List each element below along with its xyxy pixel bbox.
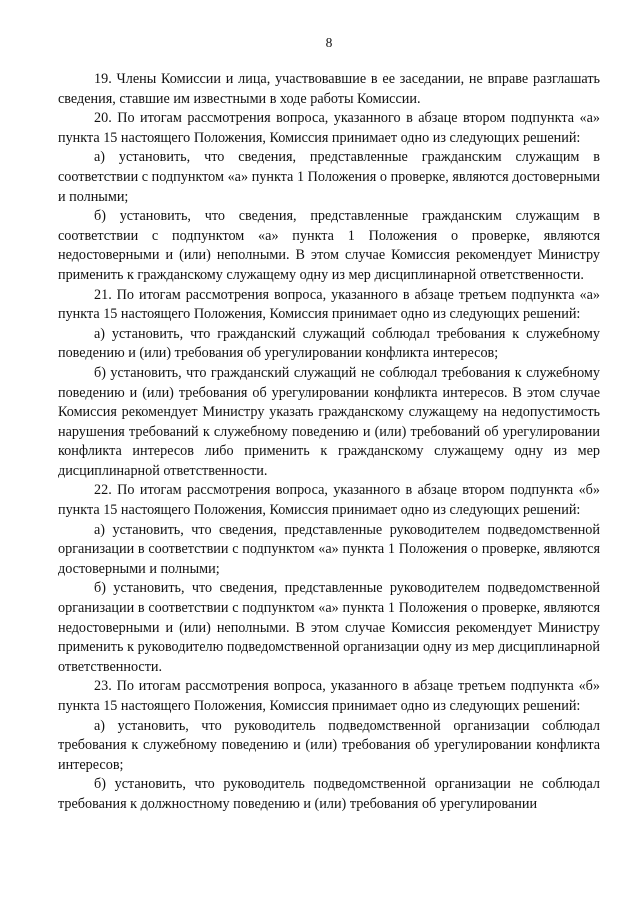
paragraph-23-a: а) установить, что руководитель подведомственной организации соблюдал требования к служебному поведению и (или) требования об урегулировании конфликта интересов; xyxy=(58,717,600,773)
paragraph-22: 22. По итогам рассмотрения вопроса, указанного в абзаце втором подпункта «б» пункта 15 настоящего Положения, Комиссия принимает одно из следующих решений: xyxy=(58,482,600,519)
paragraph-19: 19. Члены Комиссии и лица, участвовавшие в ее заседании, не вправе разглашать сведения, ставшие им известными в ходе работы Комиссии. xyxy=(58,71,600,107)
paragraph-22-a: а) установить, что сведения, представленные руководителем подведомственной организации в соответствии с подпунктом «а» пункта 1 Положения о проверке, являются достоверными и полными; xyxy=(58,521,600,577)
document-body xyxy=(58,70,600,815)
paragraph-21-a: а) установить, что гражданский служащий соблюдал требования к служебному поведению и (или) требования об урегулировании конфликта интересов; xyxy=(58,325,600,362)
paragraph-22-b: б) установить, что сведения, представленные руководителем подведомственной организации в соответствии с подпунктом «а» пункта 1 Положения о проверке, являются недостоверными и (или) неполными. В этом случае Комиссия рекомендует Министру применить к руководителю подведомственной организации одну из мер дисциплинарной ответственности. xyxy=(58,580,600,675)
paragraph-21: 21. По итогам рассмотрения вопроса, указанного в абзаце третьем подпункта «а» пункта 15 настоящего Положения, Комиссия принимает одно из следующих решений: xyxy=(58,286,600,323)
paragraph-23: 23. По итогам рассмотрения вопроса, указанного в абзаце третьем подпункта «б» пункта 15 настоящего Положения, Комиссия принимает одно из следующих решений: xyxy=(58,678,600,714)
paragraph-20: 20. По итогам рассмотрения вопроса, указанного в абзаце втором подпункта «а» пункта 15 настоящего Положения, Комиссия принимает одно из следующих решений: xyxy=(58,110,600,146)
paragraph-20-a: а) установить, что сведения, представленные гражданским служащим в соответствии с подпунктом «а» пункта 1 Положения о проверке, являются достоверными и полными; xyxy=(58,149,600,205)
paragraph-21-b: б) установить, что гражданский служащий не соблюдал требования к служебному поведению и (или) требования об урегулировании конфликта интересов. В этом случае Комиссия рекомендует Министру указать гражданскому служащему на недопустимость нарушения требований к служебному поведению и (или) требований об урегулировании конфликта интересов либо применить к гражданскому служащему одну из мер дисциплинарной ответственности. xyxy=(58,364,600,479)
paragraph-23-b: б) установить, что руководитель подведомственной организации не соблюдал требования к должностному поведению и (или) требования об урегулировании xyxy=(58,776,600,812)
page-number: 8 xyxy=(325,35,333,50)
paragraph-20-b: б) установить, что сведения, представленные гражданским служащим в соответствии с подпунктом «а» пункта 1 Положения о проверке, являются недостоверными и (или) неполными. В этом случае Комиссия рекомендует Министру применить к гражданскому служащему одну из мер дисциплинарной ответственности. xyxy=(58,208,600,283)
